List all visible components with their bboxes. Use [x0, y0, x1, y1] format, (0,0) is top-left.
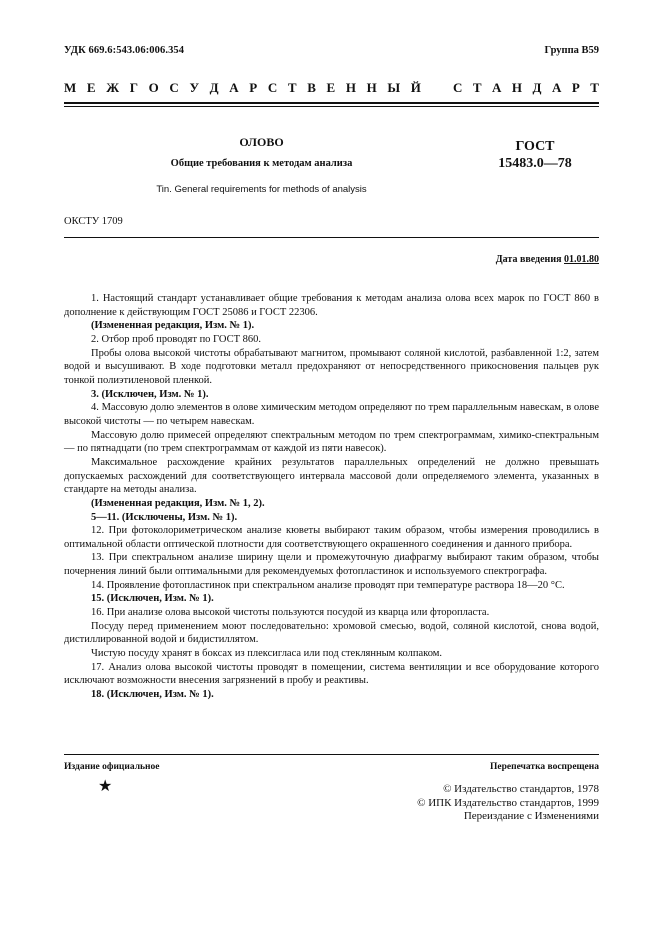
paragraph: (Измененная редакция, Изм. № 1). [91, 320, 255, 332]
gost-label: ГОСТ [515, 139, 555, 154]
banner-letter: Ы [387, 80, 401, 95]
reprint-prohibited-label: Перепечатка воспрещена [489, 762, 599, 772]
banner-letter: С [169, 80, 179, 95]
paragraph: Массовую долю примесей определяют спектральным методом по трем спектрограммам, химико-спектральным — по пятнадцати (по трем спектрограммам от каждой из пяти навесок). [64, 429, 599, 455]
banner-letter: М [64, 80, 77, 95]
paragraph: 18. (Исключен, Изм. № 1). [91, 689, 214, 701]
banner-letter: Т [287, 80, 297, 95]
paragraph: 16. При анализе олова высокой чистоты пользуются посудой из кварца или фторопласта. [91, 607, 490, 619]
effective-date-value: 01.01.80 [564, 254, 599, 265]
paragraph: Чистую посуду хранят в боксах из плексигласа или под стеклянным колпаком. [91, 648, 443, 660]
banner-letter: Н [511, 80, 523, 95]
divider [64, 102, 599, 104]
group-code: Группа В59 [544, 45, 599, 56]
banner-letter: Д [209, 80, 219, 95]
banner-letter: Н [345, 80, 356, 95]
okstu-code: ОКСТУ 1709 [64, 216, 123, 227]
banner-letter: Т [472, 80, 482, 95]
paragraph: Посуду перед применением моют последовательно: хромовой смесью, водой, соляной кислотой, снова водой, дистиллированной водой и бидистиллятом. [64, 620, 599, 646]
effective-date-label: Дата введения [495, 254, 562, 265]
paragraph: (Измененная редакция, Изм. № 1, 2). [91, 497, 265, 509]
banner-letter: Н [366, 80, 377, 95]
paragraph: 4. Массовую долю элементов в олове химическим методом определяют по трем параллельным навескам, в олове высокой чистоты — по четырем навескам. [64, 402, 599, 427]
banner-word-standard [453, 80, 599, 96]
reissue-note: Переиздание с Изменениями [463, 810, 599, 822]
divider [64, 237, 599, 238]
banner-letter: Ж [106, 80, 120, 95]
paragraph: 12. При фотоколориметрическом анализе кюветы выбирают таким образом, чтобы измерения проводились в оптимальной области оптической плотности для соответствующего окрашенного соединения и данного прибора. [64, 525, 599, 550]
paragraph: 1. Настоящий стандарт устанавливает общие требования к методам анализа олова всех марок по ГОСТ 860 в дополнение к действующим ГОСТ 25086 и ГОСТ 22306. [64, 293, 599, 318]
copyright-1978: © Издательство стандартов, 1978 [443, 783, 599, 795]
banner-letter: В [307, 80, 316, 95]
banner-letter: Р [571, 80, 580, 95]
banner-letter: Р [249, 80, 258, 95]
copyright-block [417, 783, 599, 824]
banner-letter: С [267, 80, 278, 95]
paragraph: 13. При спектральном анализе ширину щели и промежуточную диафрагму выбирают таким образом, чтобы почернения линий были оптимальными для рекомендуемых фотопластинок и используемого спектрографа. [64, 552, 599, 578]
banner-letter: Г [129, 80, 139, 95]
paragraph: Максимальное расхождение крайних результатов параллельных определений не должно превышать допускаемых расхождений для соответствующего интервала массовой доли определяемого элемента, указанных в стандарте на методы анализа. [64, 456, 599, 496]
standard-banner [64, 80, 599, 96]
banner-letter: О [148, 80, 159, 95]
english-title: Tin. General requirements for methods of analysis [156, 184, 367, 195]
paragraph: 5—11. (Исключены, Изм. № 1). [91, 511, 238, 523]
paragraph: 2. Отбор проб проводят по ГОСТ 860. [91, 333, 261, 345]
paragraph: 3. (Исключен, Изм. № 1). [91, 388, 209, 400]
document-subtitle: Общие требования к методам анализа [170, 158, 353, 169]
udk-code: УДК 669.6:543.06:006.354 [64, 45, 185, 56]
banner-letter: Е [326, 80, 336, 95]
paragraph: 17. Анализ олова высокой чистоты проводят в помещении, система вентиляции и все оборудование которого исключают возможности внесения загрязнений в пробу и реактивы. [64, 661, 599, 687]
star-icon: ★ [98, 778, 113, 795]
banner-letter: А [229, 80, 239, 95]
banner-letter: А [551, 80, 562, 95]
official-edition-label: Издание официальное [64, 762, 160, 772]
banner-letter: Е [86, 80, 96, 95]
document-title: ОЛОВО [239, 135, 284, 149]
paragraph: 15. (Исключен, Изм. № 1). [91, 593, 214, 605]
divider [64, 754, 599, 755]
banner-letter: У [189, 80, 199, 95]
gost-number [470, 138, 600, 172]
banner-letter: Д [532, 80, 542, 95]
divider [64, 106, 599, 107]
paragraph: Пробы олова высокой чистоты обрабатывают магнитом, промывают соляной кислотой, разбавленной 1:2, затем водой и высушивают. В ходе подготовки металл предохраняют от непосредственного прикосновения пальцев рук тонкой полиэтиленовой пленкой. [64, 347, 599, 386]
copyright-1999: © ИПК Издательство стандартов, 1999 [417, 796, 599, 809]
banner-letter: А [492, 80, 502, 95]
document-body [64, 292, 599, 702]
banner-letter: Т [590, 80, 599, 95]
banner-letter: С [453, 80, 463, 95]
effective-date [496, 254, 599, 265]
banner-word-interstate [64, 80, 421, 96]
gost-code: 15483.0—78 [498, 156, 572, 171]
paragraph: 14. Проявление фотопластинок при спектральном анализе проводят при температуре раствора 18—20 °С. [91, 579, 565, 591]
banner-letter: Й [410, 80, 421, 95]
